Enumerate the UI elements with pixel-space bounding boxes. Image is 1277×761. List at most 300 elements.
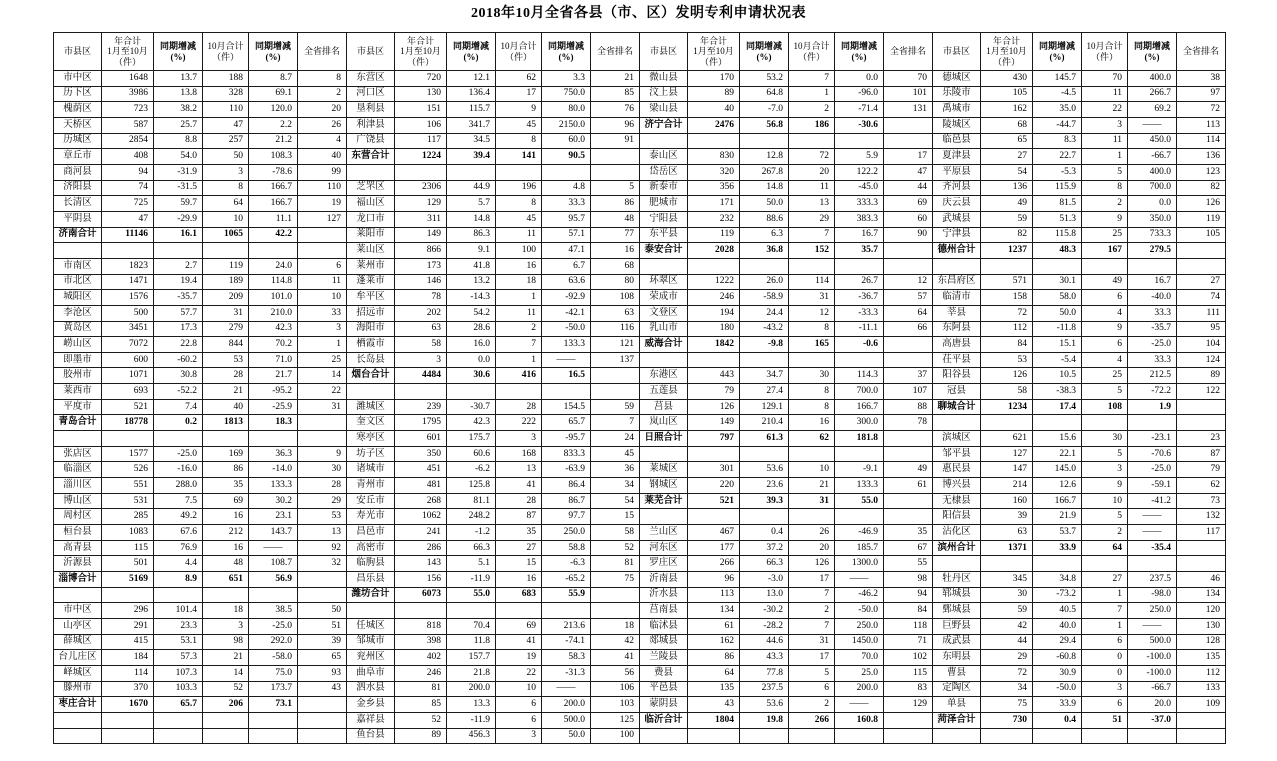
table-row xyxy=(54,431,1226,447)
rank-cell: 56 xyxy=(591,665,640,681)
oct-count-cell: 2 xyxy=(1082,525,1128,541)
oct-change-cell: 95.7 xyxy=(542,211,591,227)
column-header-oct-count xyxy=(496,33,542,71)
ytd-count-cell: 621 xyxy=(981,431,1033,447)
rank-cell: 66 xyxy=(884,321,933,337)
rank-cell: 35 xyxy=(884,525,933,541)
column-header-district-name-text: 市县区 xyxy=(63,46,91,57)
ytd-count-cell: 370 xyxy=(102,681,154,697)
oct-count-cell: 28 xyxy=(496,399,542,415)
ytd-change-cell: -4.5 xyxy=(1033,86,1082,102)
oct-count-cell: 8 xyxy=(789,321,835,337)
rank-cell: 80 xyxy=(591,274,640,290)
oct-count-cell: 64 xyxy=(203,196,249,212)
empty-cell xyxy=(542,384,591,400)
ytd-change-cell: 19.8 xyxy=(740,712,789,728)
oct-count-cell: 19 xyxy=(496,650,542,666)
ytd-count-cell: 72 xyxy=(981,665,1033,681)
column-header-ytd-count-text: （件） xyxy=(699,56,727,67)
district-name-cell: 兖州区 xyxy=(347,650,395,666)
empty-cell xyxy=(249,587,298,603)
oct-change-cell: 42.2 xyxy=(249,227,298,243)
empty-cell xyxy=(884,728,933,744)
oct-change-cell: 30.2 xyxy=(249,493,298,509)
ytd-count-cell: 415 xyxy=(102,634,154,650)
table-row xyxy=(54,337,1226,353)
rank-cell: 126 xyxy=(1177,196,1226,212)
oct-count-cell: 651 xyxy=(203,572,249,588)
oct-count-cell: 17 xyxy=(789,572,835,588)
rank-cell: 59 xyxy=(591,399,640,415)
ytd-change-cell: 175.7 xyxy=(447,431,496,447)
oct-count-cell: 62 xyxy=(789,431,835,447)
ytd-change-cell: 39.3 xyxy=(740,493,789,509)
oct-change-cell: —— xyxy=(835,572,884,588)
district-name-cell: 莱阳市 xyxy=(347,227,395,243)
oct-count-cell: 31 xyxy=(789,493,835,509)
subtotal-name-cell: 淄博合计 xyxy=(54,572,102,588)
oct-change-cell: -25.9 xyxy=(249,399,298,415)
district-name-cell: 青州市 xyxy=(347,478,395,494)
oct-change-cell: -11.1 xyxy=(835,321,884,337)
ytd-change-cell: 54.0 xyxy=(154,149,203,165)
ytd-count-cell: 481 xyxy=(395,478,447,494)
header-row xyxy=(54,33,1226,71)
oct-change-cell: -42.1 xyxy=(542,305,591,321)
district-name-cell: 沂源县 xyxy=(54,556,102,572)
district-name-cell: 金乡县 xyxy=(347,697,395,713)
oct-count-cell: 35 xyxy=(496,525,542,541)
subtotal-name-cell: 德州合计 xyxy=(933,243,981,259)
ytd-count-cell: 301 xyxy=(688,462,740,478)
rank-cell xyxy=(591,587,640,603)
empty-cell xyxy=(835,133,884,149)
oct-change-cell: 133.3 xyxy=(835,478,884,494)
ytd-change-cell: 22.8 xyxy=(154,337,203,353)
oct-count-cell: 152 xyxy=(789,243,835,259)
ytd-change-cell: 125.8 xyxy=(447,478,496,494)
ytd-change-cell: 0.2 xyxy=(154,415,203,431)
empty-cell xyxy=(54,728,102,744)
table-row xyxy=(54,321,1226,337)
empty-cell xyxy=(249,243,298,259)
ytd-count-cell: 1823 xyxy=(102,258,154,274)
oct-change-cell: -33.3 xyxy=(835,305,884,321)
oct-count-cell: 1 xyxy=(1082,149,1128,165)
ytd-count-cell: 112 xyxy=(981,321,1033,337)
rank-cell: 9 xyxy=(298,446,347,462)
district-name-cell: 环翠区 xyxy=(640,274,688,290)
subtotal-name-cell: 聊城合计 xyxy=(933,399,981,415)
oct-count-cell: 141 xyxy=(496,149,542,165)
oct-change-cell: 55.0 xyxy=(835,493,884,509)
oct-change-cell: -25.0 xyxy=(1128,462,1177,478)
oct-change-cell: —— xyxy=(1128,525,1177,541)
empty-cell xyxy=(789,509,835,525)
ytd-change-cell: 0.4 xyxy=(1033,712,1082,728)
ytd-count-cell: 126 xyxy=(688,399,740,415)
column-header-ytd-change-text: (%) xyxy=(463,51,479,62)
empty-cell xyxy=(395,384,447,400)
empty-cell xyxy=(933,728,981,744)
ytd-count-cell: 720 xyxy=(395,71,447,87)
column-header-rank xyxy=(1177,33,1226,71)
oct-change-cell: —— xyxy=(1128,618,1177,634)
ytd-change-cell: 12.6 xyxy=(1033,478,1082,494)
rank-cell: 24 xyxy=(591,431,640,447)
oct-count-cell: 6 xyxy=(496,697,542,713)
oct-change-cell: -66.7 xyxy=(1128,149,1177,165)
oct-count-cell: 5 xyxy=(1082,164,1128,180)
rank-cell: 99 xyxy=(298,164,347,180)
oct-count-cell: 4 xyxy=(1082,352,1128,368)
column-header-district-name xyxy=(640,33,688,71)
rank-cell: 63 xyxy=(591,305,640,321)
district-name-cell: 惠民县 xyxy=(933,462,981,478)
column-header-oct-count xyxy=(789,33,835,71)
oct-count-cell: 7 xyxy=(496,337,542,353)
oct-count-cell: 45 xyxy=(496,117,542,133)
ytd-count-cell: 1237 xyxy=(981,243,1033,259)
rank-cell: 109 xyxy=(1177,697,1226,713)
oct-count-cell: 11 xyxy=(496,227,542,243)
rank-cell: 19 xyxy=(298,196,347,212)
ytd-change-cell: 22.7 xyxy=(1033,149,1082,165)
district-name-cell: 嘉祥县 xyxy=(347,712,395,728)
oct-change-cell: 20.0 xyxy=(1128,697,1177,713)
ytd-count-cell: 797 xyxy=(688,431,740,447)
district-name-cell: 滨城区 xyxy=(933,431,981,447)
oct-change-cell: 71.0 xyxy=(249,352,298,368)
ytd-count-cell: 146 xyxy=(395,274,447,290)
ytd-count-cell: 320 xyxy=(688,164,740,180)
ytd-change-cell: 55.0 xyxy=(447,587,496,603)
ytd-count-cell: 1062 xyxy=(395,509,447,525)
ytd-change-cell: 30.9 xyxy=(1033,665,1082,681)
column-header-oct-change-text: (%) xyxy=(851,51,867,62)
rank-cell: 132 xyxy=(1177,509,1226,525)
rank-cell xyxy=(298,415,347,431)
oct-change-cell: -25.0 xyxy=(1128,337,1177,353)
ytd-change-cell: -5.4 xyxy=(1033,352,1082,368)
column-header-ytd-change-text: (%) xyxy=(170,51,186,62)
ytd-change-cell: 50.0 xyxy=(1033,305,1082,321)
column-header-ytd-count xyxy=(688,33,740,71)
ytd-count-cell: 158 xyxy=(981,290,1033,306)
rank-cell: 92 xyxy=(298,540,347,556)
ytd-change-cell: 53.6 xyxy=(740,462,789,478)
rank-cell: 120 xyxy=(1177,603,1226,619)
empty-cell xyxy=(395,164,447,180)
ytd-change-cell: 29.4 xyxy=(1033,634,1082,650)
oct-change-cell: -59.1 xyxy=(1128,478,1177,494)
oct-change-cell: -6.3 xyxy=(542,556,591,572)
ytd-change-cell: 237.5 xyxy=(740,681,789,697)
rank-cell: 41 xyxy=(591,650,640,666)
ytd-count-cell: 521 xyxy=(102,399,154,415)
oct-count-cell: 35 xyxy=(203,478,249,494)
oct-count-cell: 212 xyxy=(203,525,249,541)
ytd-count-cell: 601 xyxy=(395,431,447,447)
empty-cell xyxy=(496,164,542,180)
oct-change-cell: 16.5 xyxy=(542,368,591,384)
district-name-cell: 德城区 xyxy=(933,71,981,87)
district-name-cell: 城阳区 xyxy=(54,290,102,306)
oct-change-cell: 97.7 xyxy=(542,509,591,525)
empty-cell xyxy=(789,352,835,368)
ytd-change-cell: 21.8 xyxy=(447,665,496,681)
ytd-change-cell: 54.2 xyxy=(447,305,496,321)
column-header-oct-change xyxy=(249,33,298,71)
district-name-cell: 高青县 xyxy=(54,540,102,556)
district-name-cell: 成武县 xyxy=(933,634,981,650)
empty-cell xyxy=(835,352,884,368)
ytd-count-cell: 134 xyxy=(688,603,740,619)
ytd-change-cell: 5.7 xyxy=(447,196,496,212)
oct-change-cell: -50.0 xyxy=(542,321,591,337)
oct-count-cell: 5 xyxy=(789,665,835,681)
ytd-change-cell: 33.9 xyxy=(1033,540,1082,556)
rank-cell: 84 xyxy=(884,603,933,619)
rank-cell: 111 xyxy=(1177,305,1226,321)
oct-change-cell: 56.9 xyxy=(249,572,298,588)
column-header-ytd-count-text: 1月至10月 xyxy=(107,46,148,57)
table-row xyxy=(54,305,1226,321)
oct-change-cell: -37.0 xyxy=(1128,712,1177,728)
oct-change-cell: -35.4 xyxy=(1128,540,1177,556)
oct-change-cell: -46.9 xyxy=(835,525,884,541)
ytd-change-cell: 34.5 xyxy=(447,133,496,149)
ytd-count-cell: 5169 xyxy=(102,572,154,588)
district-name-cell: 市中区 xyxy=(54,603,102,619)
district-name-cell: 垦利县 xyxy=(347,102,395,118)
district-name-cell: 乐陵市 xyxy=(933,86,981,102)
subtotal-name-cell: 东营合计 xyxy=(347,149,395,165)
rank-cell: 76 xyxy=(591,102,640,118)
ytd-change-cell: 34.7 xyxy=(740,368,789,384)
oct-change-cell: 0.0 xyxy=(835,71,884,87)
column-header-ytd-change-text: 同期增减 xyxy=(159,41,196,51)
oct-count-cell: 0 xyxy=(1082,650,1128,666)
district-name-cell: 昌邑市 xyxy=(347,525,395,541)
ytd-count-cell: 1471 xyxy=(102,274,154,290)
column-header-ytd-change xyxy=(154,33,203,71)
empty-cell xyxy=(640,258,688,274)
oct-count-cell: 6 xyxy=(1082,290,1128,306)
district-name-cell: 茌平县 xyxy=(933,352,981,368)
ytd-change-cell: 0.4 xyxy=(740,525,789,541)
ytd-count-cell: 61 xyxy=(688,618,740,634)
ytd-change-cell: 40.0 xyxy=(1033,618,1082,634)
oct-count-cell: 108 xyxy=(1082,399,1128,415)
column-header-oct-change xyxy=(835,33,884,71)
ytd-change-cell: 53.2 xyxy=(740,71,789,87)
rank-cell: 77 xyxy=(591,227,640,243)
oct-count-cell: 52 xyxy=(203,681,249,697)
ytd-change-cell: 23.3 xyxy=(154,618,203,634)
oct-count-cell: 168 xyxy=(496,446,542,462)
empty-cell xyxy=(688,446,740,462)
district-name-cell: 蒙阴县 xyxy=(640,697,688,713)
empty-cell xyxy=(640,352,688,368)
rank-cell: 21 xyxy=(591,71,640,87)
rank-cell: 13 xyxy=(298,525,347,541)
oct-change-cell: 65.7 xyxy=(542,415,591,431)
oct-change-cell: -63.9 xyxy=(542,462,591,478)
oct-count-cell: 18 xyxy=(496,274,542,290)
district-name-cell: 淄川区 xyxy=(54,478,102,494)
table-row xyxy=(54,634,1226,650)
district-name-cell: 五莲县 xyxy=(640,384,688,400)
rank-cell: 124 xyxy=(1177,352,1226,368)
rank-cell xyxy=(298,227,347,243)
oct-change-cell: 700.0 xyxy=(835,384,884,400)
ytd-change-cell: 6.3 xyxy=(740,227,789,243)
ytd-change-cell: 35.0 xyxy=(1033,102,1082,118)
oct-count-cell: 8 xyxy=(203,180,249,196)
oct-change-cell: 2150.0 xyxy=(542,117,591,133)
oct-change-cell: -71.4 xyxy=(835,102,884,118)
oct-count-cell: 1 xyxy=(496,352,542,368)
ytd-change-cell: 14.8 xyxy=(740,180,789,196)
column-header-oct-count-text: 10月合计 xyxy=(500,41,537,51)
district-name-cell: 东平县 xyxy=(640,227,688,243)
ytd-count-cell: 180 xyxy=(688,321,740,337)
rank-cell xyxy=(298,697,347,713)
ytd-count-cell: 94 xyxy=(102,164,154,180)
empty-cell xyxy=(740,258,789,274)
empty-cell xyxy=(249,712,298,728)
ytd-count-cell: 1648 xyxy=(102,71,154,87)
ytd-change-cell: 341.7 xyxy=(447,117,496,133)
oct-count-cell: 9 xyxy=(1082,211,1128,227)
district-name-cell: 无棣县 xyxy=(933,493,981,509)
rank-cell: 25 xyxy=(298,352,347,368)
oct-count-cell: 6 xyxy=(1082,697,1128,713)
rank-cell: 116 xyxy=(591,321,640,337)
rank-cell: 85 xyxy=(591,86,640,102)
oct-change-cell: -58.0 xyxy=(249,650,298,666)
district-name-cell: 沾化区 xyxy=(933,525,981,541)
district-name-cell: 平阴县 xyxy=(54,211,102,227)
empty-cell xyxy=(688,133,740,149)
oct-change-cell: 8.7 xyxy=(249,71,298,87)
table-row xyxy=(54,572,1226,588)
empty-cell xyxy=(102,712,154,728)
ytd-change-cell: 50.0 xyxy=(740,196,789,212)
rank-cell: 101 xyxy=(884,86,933,102)
ytd-change-cell: 88.6 xyxy=(740,211,789,227)
rank-cell xyxy=(884,431,933,447)
ytd-change-cell: -11.8 xyxy=(1033,321,1082,337)
oct-change-cell: 333.3 xyxy=(835,196,884,212)
ytd-change-cell: 81.1 xyxy=(447,493,496,509)
oct-change-cell: -98.0 xyxy=(1128,587,1177,603)
ytd-change-cell: 15.1 xyxy=(1033,337,1082,353)
district-name-cell: 齐河县 xyxy=(933,180,981,196)
ytd-count-cell: 723 xyxy=(102,102,154,118)
oct-count-cell: 9 xyxy=(1082,321,1128,337)
rank-cell xyxy=(591,368,640,384)
ytd-change-cell: 4.4 xyxy=(154,556,203,572)
subtotal-name-cell: 日照合计 xyxy=(640,431,688,447)
oct-count-cell: 1 xyxy=(496,290,542,306)
rank-cell: 127 xyxy=(298,211,347,227)
district-name-cell: 天桥区 xyxy=(54,117,102,133)
oct-change-cell: -40.0 xyxy=(1128,290,1177,306)
oct-count-cell: 222 xyxy=(496,415,542,431)
empty-cell xyxy=(249,431,298,447)
oct-count-cell: 28 xyxy=(203,368,249,384)
oct-count-cell: 25 xyxy=(1082,368,1128,384)
ytd-count-cell: 443 xyxy=(688,368,740,384)
ytd-change-cell: 115.7 xyxy=(447,102,496,118)
district-name-cell: 寒亭区 xyxy=(347,431,395,447)
ytd-count-cell: 3986 xyxy=(102,86,154,102)
table-row xyxy=(54,415,1226,431)
table-row xyxy=(54,274,1226,290)
oct-change-cell: 33.3 xyxy=(1128,305,1177,321)
oct-change-cell: 166.7 xyxy=(835,399,884,415)
ytd-change-cell: 145.0 xyxy=(1033,462,1082,478)
oct-change-cell: 5.9 xyxy=(835,149,884,165)
oct-count-cell: 6 xyxy=(1082,337,1128,353)
oct-count-cell: 2 xyxy=(789,697,835,713)
district-name-cell: 广饶县 xyxy=(347,133,395,149)
oct-count-cell: 1 xyxy=(1082,587,1128,603)
column-header-rank-text: 全省排名 xyxy=(889,46,926,57)
rank-cell: 70 xyxy=(884,71,933,87)
oct-change-cell: 133.3 xyxy=(542,337,591,353)
ytd-count-cell: 130 xyxy=(395,86,447,102)
oct-change-cell: 350.0 xyxy=(1128,211,1177,227)
column-header-rank xyxy=(591,33,640,71)
district-name-cell: 薛城区 xyxy=(54,634,102,650)
oct-count-cell: 62 xyxy=(496,71,542,87)
rank-cell: 20 xyxy=(298,102,347,118)
oct-count-cell: 279 xyxy=(203,321,249,337)
oct-count-cell: 30 xyxy=(789,368,835,384)
column-header-oct-count-text: 10月合计 xyxy=(207,41,244,51)
ytd-change-cell: 61.3 xyxy=(740,431,789,447)
column-header-ytd-count-text: 年合计 xyxy=(406,35,434,46)
column-header-oct-change-text: 同期增减 xyxy=(547,41,584,51)
oct-count-cell: 20 xyxy=(789,540,835,556)
oct-count-cell: 11 xyxy=(1082,133,1128,149)
oct-count-cell: 98 xyxy=(203,634,249,650)
district-name-cell: 东阿县 xyxy=(933,321,981,337)
rank-cell: 96 xyxy=(591,117,640,133)
rank-cell: 14 xyxy=(298,368,347,384)
oct-count-cell: 10 xyxy=(496,681,542,697)
district-name-cell: 李沧区 xyxy=(54,305,102,321)
rank-cell: 29 xyxy=(298,493,347,509)
ytd-count-cell: 2854 xyxy=(102,133,154,149)
rank-cell: 113 xyxy=(1177,117,1226,133)
oct-count-cell: 22 xyxy=(1082,102,1128,118)
oct-change-cell: 143.7 xyxy=(249,525,298,541)
rank-cell xyxy=(884,337,933,353)
oct-count-cell: 69 xyxy=(496,618,542,634)
ytd-count-cell: 84 xyxy=(981,337,1033,353)
oct-count-cell: 266 xyxy=(789,712,835,728)
district-name-cell: 商河县 xyxy=(54,164,102,180)
district-name-cell: 临淄区 xyxy=(54,462,102,478)
empty-cell xyxy=(447,384,496,400)
oct-change-cell: 23.1 xyxy=(249,509,298,525)
ytd-count-cell: 531 xyxy=(102,493,154,509)
oct-change-cell: 38.5 xyxy=(249,603,298,619)
